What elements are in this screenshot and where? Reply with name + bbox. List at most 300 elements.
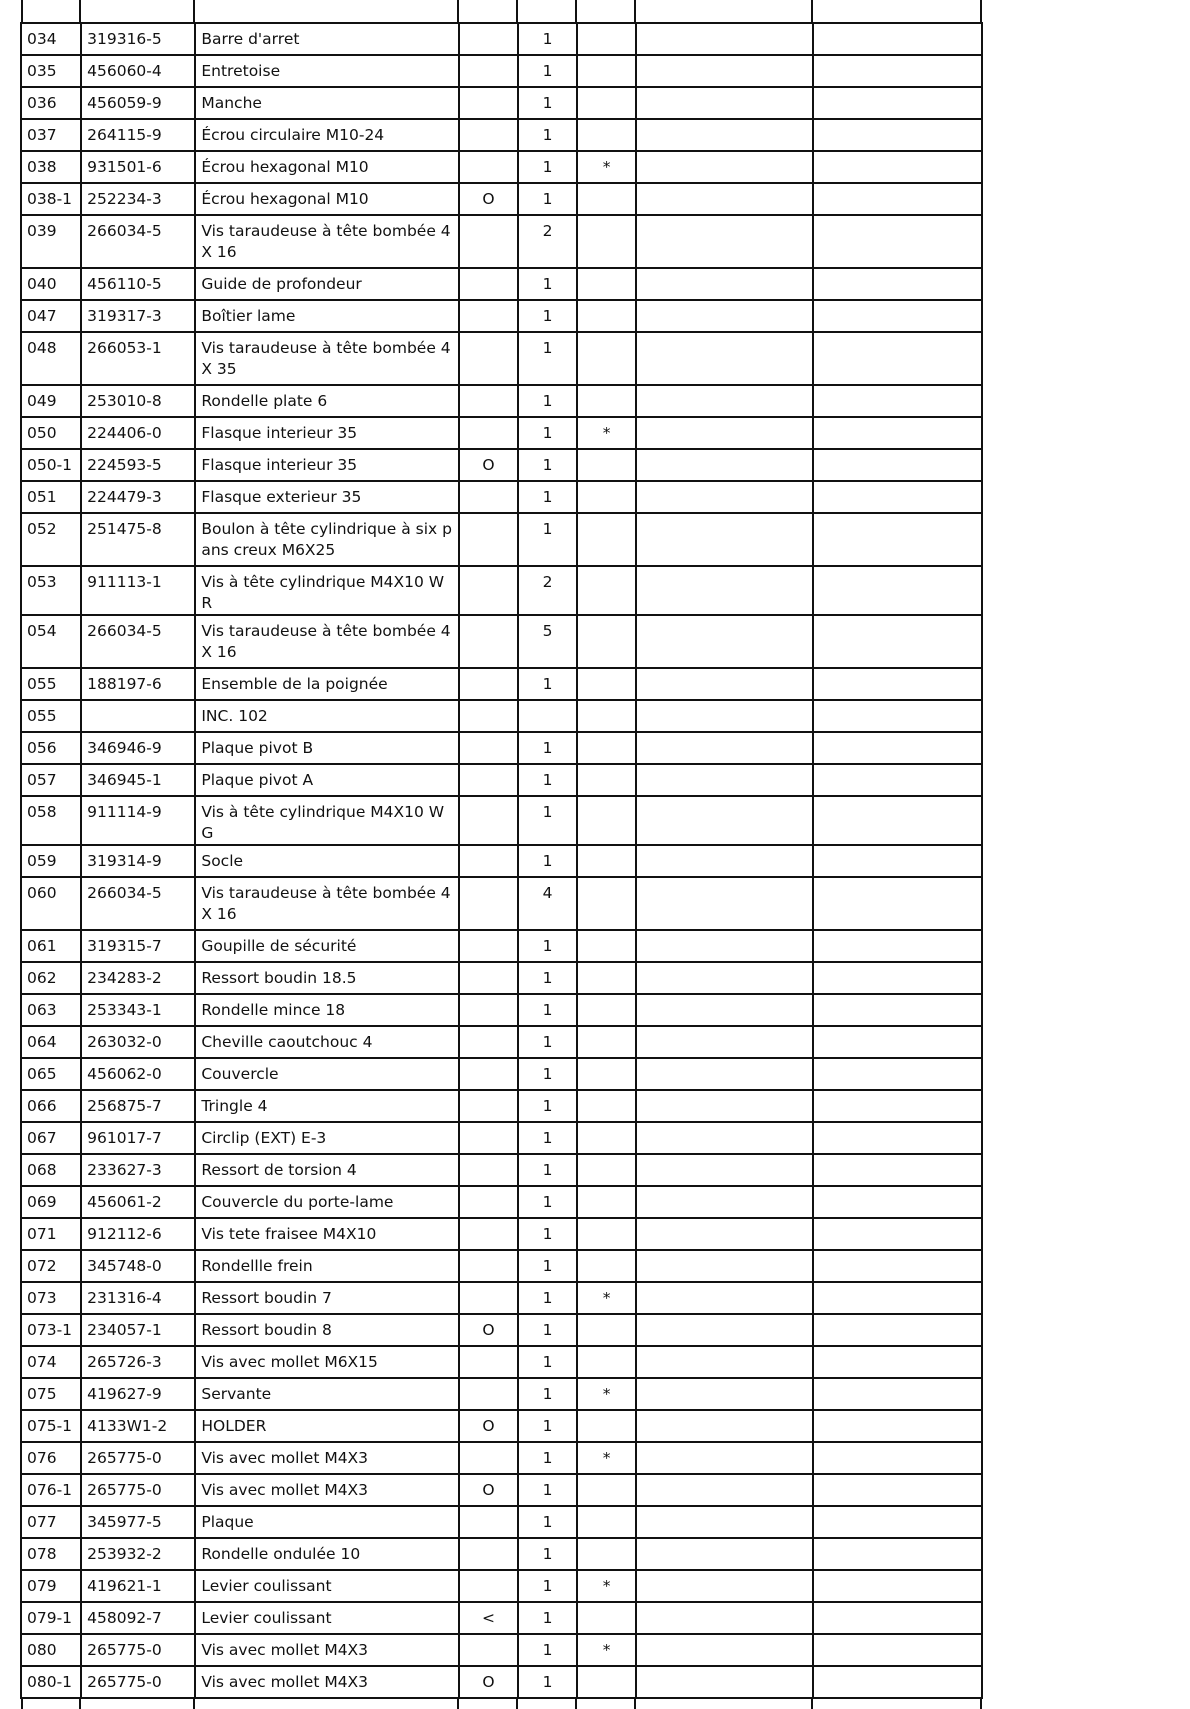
item-number-cell: 034 <box>21 23 81 55</box>
quantity-cell: 2 <box>518 215 577 268</box>
part-number-cell: 265775-0 <box>81 1634 195 1666</box>
option-flag-cell: O <box>459 1410 518 1442</box>
quantity-cell: 1 <box>518 332 577 385</box>
note-mark-cell <box>577 215 636 268</box>
table-row <box>21 1666 982 1698</box>
part-number-cell: 419627-9 <box>81 1378 195 1410</box>
blank-column-b-cell <box>813 1506 982 1538</box>
item-number-cell: 036 <box>21 87 81 119</box>
part-number-cell: 265775-0 <box>81 1666 195 1698</box>
blank-column-b-cell <box>813 332 982 385</box>
description-cell: Circlip (EXT) E-3 <box>195 1122 459 1154</box>
item-number-cell: 079-1 <box>21 1602 81 1634</box>
table-row <box>21 1090 982 1122</box>
part-number-cell: 456061-2 <box>81 1186 195 1218</box>
note-mark-cell <box>577 700 636 732</box>
part-number-cell: 456060-4 <box>81 55 195 87</box>
note-mark-cell <box>577 268 636 300</box>
quantity-cell: 1 <box>518 385 577 417</box>
item-number-cell: 062 <box>21 962 81 994</box>
quantity-cell: 1 <box>518 119 577 151</box>
blank-column-a-cell <box>636 1538 812 1570</box>
blank-column-a-cell <box>636 700 812 732</box>
option-flag-cell <box>459 1058 518 1090</box>
blank-column-b-cell <box>813 668 982 700</box>
blank-column-a-cell <box>636 1026 812 1058</box>
blank-column-a-cell <box>636 764 812 796</box>
item-number-cell: 047 <box>21 300 81 332</box>
column-line-stub <box>516 0 518 22</box>
blank-column-a-cell <box>636 1282 812 1314</box>
option-flag-cell: O <box>459 1666 518 1698</box>
blank-column-a-cell <box>636 1378 812 1410</box>
option-flag-cell <box>459 1346 518 1378</box>
blank-column-b-cell <box>813 1346 982 1378</box>
table-row <box>21 1538 982 1570</box>
note-mark-cell: * <box>577 1634 636 1666</box>
note-mark-cell: * <box>577 1282 636 1314</box>
blank-column-a-cell <box>636 994 812 1026</box>
quantity-cell: 1 <box>518 513 577 566</box>
item-number-cell: 053 <box>21 566 81 615</box>
blank-column-a-cell <box>636 1122 812 1154</box>
item-number-cell: 064 <box>21 1026 81 1058</box>
note-mark-cell <box>577 962 636 994</box>
item-number-cell: 055 <box>21 668 81 700</box>
option-flag-cell <box>459 332 518 385</box>
blank-column-b-cell <box>813 796 982 845</box>
part-number-cell: 265726-3 <box>81 1346 195 1378</box>
blank-column-b-cell <box>813 764 982 796</box>
quantity-cell: 1 <box>518 1378 577 1410</box>
option-flag-cell <box>459 994 518 1026</box>
table-continuation-lines <box>20 0 983 22</box>
blank-column-a-cell <box>636 1474 812 1506</box>
item-number-cell: 065 <box>21 1058 81 1090</box>
description-cell: Ressort de torsion 4 <box>195 1154 459 1186</box>
column-line-stub <box>980 0 982 22</box>
option-flag-cell <box>459 1218 518 1250</box>
part-number-cell: 456059-9 <box>81 87 195 119</box>
blank-column-b-cell <box>813 1282 982 1314</box>
note-mark-cell: * <box>577 1378 636 1410</box>
item-number-cell: 048 <box>21 332 81 385</box>
blank-column-a-cell <box>636 151 812 183</box>
quantity-cell: 1 <box>518 1410 577 1442</box>
blank-column-a-cell <box>636 183 812 215</box>
quantity-cell: 1 <box>518 183 577 215</box>
blank-column-a-cell <box>636 877 812 930</box>
blank-column-a-cell <box>636 268 812 300</box>
part-number-cell: 961017-7 <box>81 1122 195 1154</box>
option-flag-cell <box>459 1378 518 1410</box>
blank-column-a-cell <box>636 1602 812 1634</box>
option-flag-cell <box>459 732 518 764</box>
table-row <box>21 215 982 268</box>
description-cell: Vis tete fraisee M4X10 <box>195 1218 459 1250</box>
blank-column-b-cell <box>813 151 982 183</box>
part-number-cell: 345748-0 <box>81 1250 195 1282</box>
note-mark-cell <box>577 300 636 332</box>
table-row <box>21 764 982 796</box>
option-flag-cell <box>459 1442 518 1474</box>
column-line-stub <box>79 0 81 22</box>
blank-column-b-cell <box>813 1538 982 1570</box>
blank-column-a-cell <box>636 87 812 119</box>
blank-column-b-cell <box>813 1186 982 1218</box>
blank-column-a-cell <box>636 1314 812 1346</box>
table-row <box>21 417 982 449</box>
column-line-stub <box>575 0 577 22</box>
blank-column-b-cell <box>813 732 982 764</box>
blank-column-b-cell <box>813 300 982 332</box>
item-number-cell: 055 <box>21 700 81 732</box>
blank-column-a-cell <box>636 332 812 385</box>
blank-column-a-cell <box>636 1410 812 1442</box>
column-line-stub <box>193 0 195 22</box>
part-number-cell: 911113-1 <box>81 566 195 615</box>
part-number-cell: 345977-5 <box>81 1506 195 1538</box>
table-row <box>21 87 982 119</box>
description-cell: Ressort boudin 18.5 <box>195 962 459 994</box>
item-number-cell: 051 <box>21 481 81 513</box>
description-cell: Cheville caoutchouc 4 <box>195 1026 459 1058</box>
quantity-cell <box>518 700 577 732</box>
blank-column-b-cell <box>813 566 982 615</box>
quantity-cell: 1 <box>518 1218 577 1250</box>
description-cell: Plaque <box>195 1506 459 1538</box>
option-flag-cell <box>459 1026 518 1058</box>
note-mark-cell <box>577 1346 636 1378</box>
blank-column-a-cell <box>636 1218 812 1250</box>
part-number-cell: 346945-1 <box>81 764 195 796</box>
blank-column-a-cell <box>636 1666 812 1698</box>
part-number-cell: 263032-0 <box>81 1026 195 1058</box>
item-number-cell: 080-1 <box>21 1666 81 1698</box>
quantity-cell: 1 <box>518 845 577 877</box>
blank-column-b-cell <box>813 994 982 1026</box>
option-flag-cell <box>459 1186 518 1218</box>
blank-column-b-cell <box>813 930 982 962</box>
table-row <box>21 1218 982 1250</box>
description-cell: Rondellle frein <box>195 1250 459 1282</box>
option-flag-cell <box>459 962 518 994</box>
quantity-cell: 1 <box>518 449 577 481</box>
blank-column-b-cell <box>813 1666 982 1698</box>
table-row <box>21 300 982 332</box>
blank-column-a-cell <box>636 513 812 566</box>
item-number-cell: 050-1 <box>21 449 81 481</box>
note-mark-cell <box>577 1058 636 1090</box>
table-row <box>21 1378 982 1410</box>
table-row <box>21 481 982 513</box>
part-number-cell: 224479-3 <box>81 481 195 513</box>
description-cell: Vis avec mollet M4X3 <box>195 1666 459 1698</box>
option-flag-cell <box>459 300 518 332</box>
blank-column-a-cell <box>636 119 812 151</box>
column-line-stub <box>811 0 813 22</box>
quantity-cell: 1 <box>518 1026 577 1058</box>
table-row <box>21 1250 982 1282</box>
description-cell: Servante <box>195 1378 459 1410</box>
note-mark-cell <box>577 1090 636 1122</box>
quantity-cell: 1 <box>518 1186 577 1218</box>
table-row <box>21 1474 982 1506</box>
option-flag-cell <box>459 700 518 732</box>
quantity-cell: 2 <box>518 566 577 615</box>
description-cell: Vis taraudeuse à tête bombée 4X 16 <box>195 615 459 668</box>
item-number-cell: 039 <box>21 215 81 268</box>
quantity-cell: 1 <box>518 668 577 700</box>
description-cell: Rondelle mince 18 <box>195 994 459 1026</box>
option-flag-cell: O <box>459 183 518 215</box>
description-cell: Écrou hexagonal M10 <box>195 183 459 215</box>
quantity-cell: 1 <box>518 1570 577 1602</box>
blank-column-b-cell <box>813 1474 982 1506</box>
blank-column-a-cell <box>636 300 812 332</box>
item-number-cell: 038 <box>21 151 81 183</box>
item-number-cell: 076-1 <box>21 1474 81 1506</box>
part-number-cell: 319316-5 <box>81 23 195 55</box>
note-mark-cell <box>577 183 636 215</box>
part-number-cell: 265775-0 <box>81 1474 195 1506</box>
description-cell: Vis à tête cylindrique M4X10 WG <box>195 796 459 845</box>
blank-column-a-cell <box>636 481 812 513</box>
quantity-cell: 1 <box>518 55 577 87</box>
option-flag-cell <box>459 417 518 449</box>
description-cell: Vis taraudeuse à tête bombée 4X 16 <box>195 877 459 930</box>
option-flag-cell <box>459 87 518 119</box>
note-mark-cell <box>577 668 636 700</box>
quantity-cell: 1 <box>518 1474 577 1506</box>
quantity-cell: 1 <box>518 1346 577 1378</box>
note-mark-cell <box>577 513 636 566</box>
blank-column-b-cell <box>813 1218 982 1250</box>
description-cell: Flasque exterieur 35 <box>195 481 459 513</box>
item-number-cell: 068 <box>21 1154 81 1186</box>
quantity-cell: 1 <box>518 1666 577 1698</box>
note-mark-cell <box>577 1602 636 1634</box>
note-mark-cell <box>577 449 636 481</box>
blank-column-a-cell <box>636 796 812 845</box>
table-row <box>21 183 982 215</box>
table-row <box>21 962 982 994</box>
item-number-cell: 052 <box>21 513 81 566</box>
blank-column-a-cell <box>636 930 812 962</box>
item-number-cell: 050 <box>21 417 81 449</box>
blank-column-b-cell <box>813 1026 982 1058</box>
part-number-cell: 233627-3 <box>81 1154 195 1186</box>
blank-column-a-cell <box>636 385 812 417</box>
column-line-stub <box>634 0 636 22</box>
quantity-cell: 1 <box>518 930 577 962</box>
table-row <box>21 385 982 417</box>
blank-column-a-cell <box>636 1154 812 1186</box>
note-mark-cell <box>577 481 636 513</box>
table-row <box>21 55 982 87</box>
blank-column-b-cell <box>813 1570 982 1602</box>
note-mark-cell <box>577 615 636 668</box>
quantity-cell: 1 <box>518 268 577 300</box>
part-number-cell <box>81 700 195 732</box>
quantity-cell: 1 <box>518 151 577 183</box>
option-flag-cell <box>459 615 518 668</box>
blank-column-a-cell <box>636 55 812 87</box>
option-flag-cell <box>459 1250 518 1282</box>
table-continuation-lines-bottom <box>20 1699 983 1709</box>
part-number-cell: 252234-3 <box>81 183 195 215</box>
description-cell: Levier coulissant <box>195 1570 459 1602</box>
table-row <box>21 1154 982 1186</box>
option-flag-cell <box>459 215 518 268</box>
description-cell: Levier coulissant <box>195 1602 459 1634</box>
quantity-cell: 1 <box>518 1122 577 1154</box>
blank-column-a-cell <box>636 1570 812 1602</box>
table-row <box>21 796 982 845</box>
part-number-cell: 224406-0 <box>81 417 195 449</box>
description-cell: Vis avec mollet M4X3 <box>195 1474 459 1506</box>
description-cell: HOLDER <box>195 1410 459 1442</box>
part-number-cell: 911114-9 <box>81 796 195 845</box>
description-cell: Ensemble de la poignée <box>195 668 459 700</box>
blank-column-a-cell <box>636 566 812 615</box>
part-number-cell: 456110-5 <box>81 268 195 300</box>
description-cell: Ressort boudin 8 <box>195 1314 459 1346</box>
blank-column-b-cell <box>813 481 982 513</box>
description-cell: Guide de profondeur <box>195 268 459 300</box>
blank-column-a-cell <box>636 962 812 994</box>
option-flag-cell <box>459 877 518 930</box>
blank-column-a-cell <box>636 1506 812 1538</box>
description-cell: Écrou circulaire M10-24 <box>195 119 459 151</box>
option-flag-cell <box>459 268 518 300</box>
part-number-cell: 266034-5 <box>81 615 195 668</box>
option-flag-cell <box>459 930 518 962</box>
description-cell: Vis taraudeuse à tête bombée 4X 35 <box>195 332 459 385</box>
option-flag-cell <box>459 55 518 87</box>
part-number-cell: 4133W1-2 <box>81 1410 195 1442</box>
table-row <box>21 668 982 700</box>
column-line-stub <box>811 1699 813 1709</box>
option-flag-cell <box>459 385 518 417</box>
blank-column-b-cell <box>813 962 982 994</box>
option-flag-cell <box>459 1090 518 1122</box>
quantity-cell: 1 <box>518 23 577 55</box>
option-flag-cell: < <box>459 1602 518 1634</box>
table-row <box>21 268 982 300</box>
column-line-stub <box>79 1699 81 1709</box>
blank-column-a-cell <box>636 1346 812 1378</box>
table-row <box>21 1282 982 1314</box>
part-number-cell: 265775-0 <box>81 1442 195 1474</box>
item-number-cell: 078 <box>21 1538 81 1570</box>
item-number-cell: 067 <box>21 1122 81 1154</box>
blank-column-a-cell <box>636 615 812 668</box>
table-row <box>21 566 982 615</box>
description-cell: Vis taraudeuse à tête bombée 4X 16 <box>195 215 459 268</box>
blank-column-b-cell <box>813 55 982 87</box>
note-mark-cell <box>577 764 636 796</box>
description-cell: Couvercle du porte-lame <box>195 1186 459 1218</box>
description-cell: Entretoise <box>195 55 459 87</box>
description-cell: Vis avec mollet M4X3 <box>195 1442 459 1474</box>
description-cell: Boulon à tête cylindrique à six pans creux M6X25 <box>195 513 459 566</box>
note-mark-cell <box>577 930 636 962</box>
blank-column-b-cell <box>813 1250 982 1282</box>
part-number-cell: 456062-0 <box>81 1058 195 1090</box>
part-number-cell: 234283-2 <box>81 962 195 994</box>
part-number-cell: 224593-5 <box>81 449 195 481</box>
description-cell: Manche <box>195 87 459 119</box>
description-cell: Couvercle <box>195 1058 459 1090</box>
option-flag-cell <box>459 1570 518 1602</box>
note-mark-cell <box>577 1154 636 1186</box>
description-cell: Goupille de sécurité <box>195 930 459 962</box>
part-number-cell: 912112-6 <box>81 1218 195 1250</box>
blank-column-a-cell <box>636 23 812 55</box>
quantity-cell: 1 <box>518 1538 577 1570</box>
item-number-cell: 040 <box>21 268 81 300</box>
item-number-cell: 071 <box>21 1218 81 1250</box>
item-number-cell: 060 <box>21 877 81 930</box>
note-mark-cell <box>577 55 636 87</box>
option-flag-cell <box>459 764 518 796</box>
description-cell: Plaque pivot A <box>195 764 459 796</box>
quantity-cell: 1 <box>518 764 577 796</box>
table-row <box>21 1058 982 1090</box>
column-line-stub <box>21 0 23 22</box>
table-row <box>21 513 982 566</box>
item-number-cell: 061 <box>21 930 81 962</box>
quantity-cell: 1 <box>518 1090 577 1122</box>
item-number-cell: 049 <box>21 385 81 417</box>
table-row <box>21 732 982 764</box>
part-number-cell: 419621-1 <box>81 1570 195 1602</box>
part-number-cell: 188197-6 <box>81 668 195 700</box>
part-number-cell: 253010-8 <box>81 385 195 417</box>
note-mark-cell: * <box>577 417 636 449</box>
item-number-cell: 057 <box>21 764 81 796</box>
item-number-cell: 074 <box>21 1346 81 1378</box>
blank-column-a-cell <box>636 1186 812 1218</box>
option-flag-cell <box>459 1154 518 1186</box>
item-number-cell: 058 <box>21 796 81 845</box>
description-cell: Vis avec mollet M4X3 <box>195 1634 459 1666</box>
note-mark-cell <box>577 796 636 845</box>
note-mark-cell <box>577 1314 636 1346</box>
table-row <box>21 1442 982 1474</box>
blank-column-b-cell <box>813 1154 982 1186</box>
description-cell: Ressort boudin 7 <box>195 1282 459 1314</box>
part-number-cell: 266053-1 <box>81 332 195 385</box>
description-cell: Socle <box>195 845 459 877</box>
quantity-cell: 1 <box>518 1058 577 1090</box>
column-line-stub <box>193 1699 195 1709</box>
table-row <box>21 930 982 962</box>
table-row <box>21 1026 982 1058</box>
blank-column-a-cell <box>636 1058 812 1090</box>
description-cell: Barre d'arret <box>195 23 459 55</box>
table-row <box>21 151 982 183</box>
quantity-cell: 1 <box>518 1282 577 1314</box>
blank-column-b-cell <box>813 615 982 668</box>
item-number-cell: 063 <box>21 994 81 1026</box>
item-number-cell: 073 <box>21 1282 81 1314</box>
blank-column-b-cell <box>813 385 982 417</box>
item-number-cell: 080 <box>21 1634 81 1666</box>
table-row <box>21 1346 982 1378</box>
quantity-cell: 1 <box>518 962 577 994</box>
